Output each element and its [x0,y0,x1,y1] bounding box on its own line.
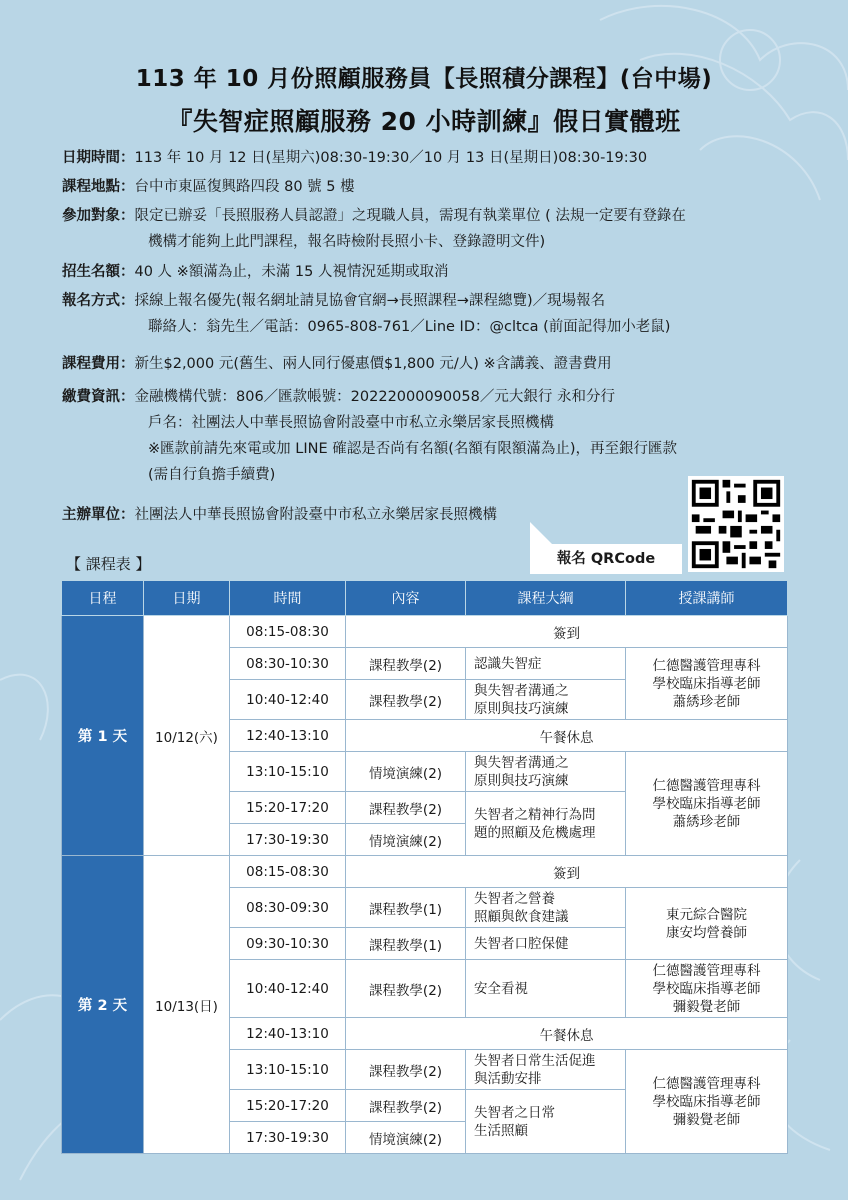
merged-cell: 簽到 [346,616,788,648]
time-cell: 13:10-15:10 [230,1050,346,1090]
merged-cell: 簽到 [346,856,788,888]
time-cell: 08:15-08:30 [230,856,346,888]
info-quota [62,259,802,285]
info-value-cont: 聯絡人：翁先生／電話：0965-808-761／Line ID：@cltca (前面記得加小老鼠) [148,319,671,335]
outline-cell: 認識失智症 [466,648,626,680]
page-title-line2: 『失智症照顧服務 20 小時訓練』假日實體班 [167,107,681,136]
table-row [62,616,788,648]
time-cell: 10:40-12:40 [230,960,346,1018]
header-cell: 日期 [144,581,230,616]
info-value: 40 人 ※額滿為止，未滿 15 人視情況延期或取消 [134,264,449,280]
info-value-cont: 戶名：社團法人中華長照協會附設臺中市私立永樂居家長照機構 [148,415,554,431]
teacher-cell: 仁德醫護管理專科 學校臨床指導老師 彌毅覺老師 [626,960,788,1018]
time-cell: 08:15-08:30 [230,616,346,648]
table-row [62,856,788,888]
info-value: 金融機構代號：806／匯款帳號：20222000090058／元大銀行 永和分行 [134,389,615,405]
time-cell: 17:30-19:30 [230,1122,346,1154]
day-label: 第 2 天 [62,856,144,1154]
qr-code-icon[interactable] [688,476,784,572]
schedule-title: 【 課程表 】 [66,555,151,573]
page-title-line1: 113 年 10 月份照顧服務員【長照積分課程】(台中場) [135,66,713,92]
content-cell: 課程教學(2) [346,1090,466,1122]
time-cell: 10:40-12:40 [230,680,346,720]
qr-label: 報名 QRCode [530,544,682,574]
header-cell: 時間 [230,581,346,616]
time-cell: 08:30-10:30 [230,648,346,680]
info-value-cont: ※匯款前請先來電或加 LINE 確認是否尚有名額(名額有限額滿為止)，再至銀行匯款 [148,441,678,457]
content-cell: 課程教學(2) [346,680,466,720]
outline-cell: 失智者之日常 生活照顧 [466,1090,626,1154]
info-value: 限定已辦妥「長照服務人員認證」之現職人員，需現有執業單位 ( 法規一定要有登錄在 [134,208,686,224]
outline-cell: 與失智者溝通之 原則與技巧演練 [466,680,626,720]
qr-label-pointer [530,522,552,544]
date-cell: 10/13(日) [144,856,230,1154]
content-cell: 情境演練(2) [346,1122,466,1154]
outline-cell: 失智者口腔保健 [466,928,626,960]
schedule-table [61,580,788,1154]
info-payment [62,384,802,488]
time-cell: 13:10-15:10 [230,752,346,792]
info-date [62,145,802,171]
day-label: 第 1 天 [62,616,144,856]
time-cell: 17:30-19:30 [230,824,346,856]
time-cell: 12:40-13:10 [230,720,346,752]
header-cell: 授課講師 [626,581,788,616]
time-cell: 12:40-13:10 [230,1018,346,1050]
content-cell: 課程教學(2) [346,960,466,1018]
teacher-cell: 仁德醫護管理專科 學校臨床指導老師 蕭綉珍老師 [626,648,788,720]
outline-cell: 與失智者溝通之 原則與技巧演練 [466,752,626,792]
info-label: 課程地點： [62,179,135,195]
date-cell: 10/12(六) [144,616,230,856]
time-cell: 09:30-10:30 [230,928,346,960]
info-label: 課程費用： [62,356,135,372]
info-value: 113 年 10 月 12 日(星期六)08:30-19:30／10 月 13 日(星期日)08:30-19:30 [134,150,648,166]
header-cell: 課程大綱 [466,581,626,616]
time-cell: 15:20-17:20 [230,1090,346,1122]
time-cell: 08:30-09:30 [230,888,346,928]
info-value-cont: (需自行負擔手續費) [148,467,276,483]
info-label: 日期時間： [62,150,135,166]
teacher-cell: 仁德醫護管理專科 學校臨床指導老師 蕭綉珍老師 [626,752,788,856]
info-register [62,288,802,340]
outline-cell: 安全看視 [466,960,626,1018]
outline-cell: 失智者日常生活促進 與活動安排 [466,1050,626,1090]
content-cell: 課程教學(2) [346,792,466,824]
info-label: 報名方式： [62,293,135,309]
info-label: 參加對象： [62,208,135,224]
outline-cell: 失智者之營養 照顧與飲食建議 [466,888,626,928]
info-value-cont: 機構才能夠上此門課程，報名時檢附長照小卡、登錄證明文件) [148,234,546,250]
header-cell: 內容 [346,581,466,616]
outline-cell: 失智者之精神行為問 題的照顧及危機處理 [466,792,626,856]
info-label: 主辦單位： [62,507,135,523]
content-cell: 課程教學(1) [346,888,466,928]
info-fee [62,351,802,377]
time-cell: 15:20-17:20 [230,792,346,824]
table-header-row [62,581,788,616]
merged-cell: 午餐休息 [346,1018,788,1050]
content-cell: 課程教學(1) [346,928,466,960]
info-location [62,174,802,200]
header-cell: 日程 [62,581,144,616]
info-value: 社團法人中華長照協會附設臺中市私立永樂居家長照機構 [134,507,497,523]
teacher-cell: 仁德醫護管理專科 學校臨床指導老師 彌毅覺老師 [626,1050,788,1154]
merged-cell: 午餐休息 [346,720,788,752]
info-audience [62,203,802,255]
teacher-cell: 東元綜合醫院 康安均營養師 [626,888,788,960]
info-label: 招生名額： [62,264,135,280]
content-cell: 情境演練(2) [346,752,466,792]
info-value: 採線上報名優先(報名網址請見協會官網→長照課程→課程總覽)／現場報名 [134,293,606,309]
content-cell: 課程教學(2) [346,1050,466,1090]
content-cell: 課程教學(2) [346,648,466,680]
content-cell: 情境演練(2) [346,824,466,856]
info-label: 繳費資訊： [62,389,135,405]
info-value: 台中市東區復興路四段 80 號 5 樓 [134,179,355,195]
info-value: 新生$2,000 元(舊生、兩人同行優惠價$1,800 元/人) ※含講義、證書費用 [134,356,612,372]
